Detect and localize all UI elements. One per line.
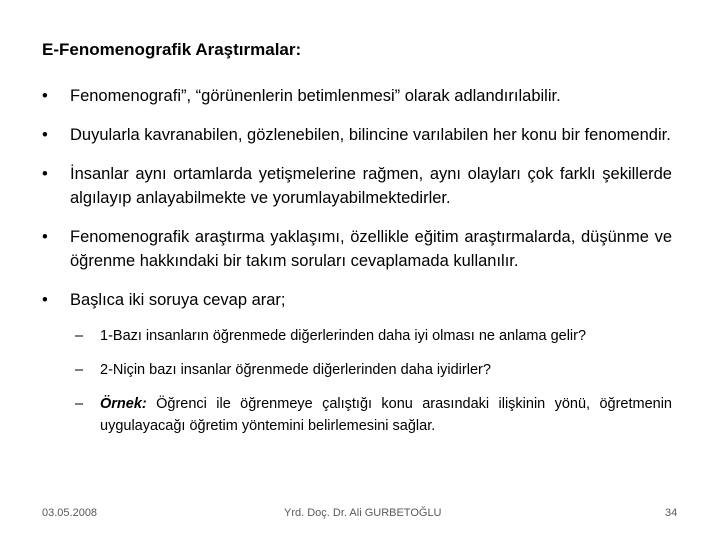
bullet-item xyxy=(42,123,672,147)
footer-date: 03.05.2008 xyxy=(42,507,98,519)
bullet-text: Duyularla kavranabilen, gözlenebilen, bilincine varılabilen her konu bir fenomendir. xyxy=(70,126,671,144)
page-number: 34 xyxy=(665,507,678,519)
bullet-item xyxy=(42,162,672,210)
bullet-text: Başlıca iki soruya cevap arar; xyxy=(70,291,286,309)
slide-title: E-Fenomenografik Araştırmalar: xyxy=(42,40,302,59)
bullet-marker: • xyxy=(42,291,48,309)
sub-list xyxy=(42,325,672,437)
example-text: Öğrenci ile öğrenmeye çalıştığı konu arasındaki ilişkinin yönü, öğretmenin uygulayacağı öğretim yöntemini belirlemesini sağlar. xyxy=(100,396,672,434)
dash-marker: – xyxy=(75,396,84,412)
bullet-item xyxy=(42,225,672,273)
bullet-marker: • xyxy=(42,126,48,144)
sub-item-text: 2-Niçin bazı insanlar öğrenmede diğerlerinden daha iyidirler? xyxy=(100,362,491,378)
example-label: Örnek: xyxy=(100,396,147,412)
dash-marker: – xyxy=(75,328,84,344)
bullet-marker: • xyxy=(42,87,48,105)
footer-author: Yrd. Doç. Dr. Ali GURBETOĞLU xyxy=(284,507,442,519)
example-item xyxy=(42,393,672,437)
dash-marker: – xyxy=(75,362,84,378)
bullet-text: Fenomenografik araştırma yaklaşımı, özellikle eğitim araştırmalarda, düşünme ve öğrenme hakkındaki bir takım soruları cevaplamada kullanılır. xyxy=(70,228,672,270)
bullet-text: Fenomenografi”, “görünenlerin betimlenmesi” olarak adlandırılabilir. xyxy=(70,87,561,105)
bullet-list xyxy=(42,84,672,449)
sub-item xyxy=(42,325,672,347)
sub-item xyxy=(42,359,672,381)
bullet-item xyxy=(42,288,672,312)
bullet-marker: • xyxy=(42,165,48,183)
bullet-text: İnsanlar aynı ortamlarda yetişmelerine rağmen, aynı olayları çok farklı şekillerde algılayıp anlayabilmekte ve yorumlayabilmektedirler. xyxy=(70,165,672,207)
sub-item-text: 1-Bazı insanların öğrenmede diğerlerinden daha iyi olması ne anlama gelir? xyxy=(100,328,587,344)
bullet-marker: • xyxy=(42,228,48,246)
bullet-item xyxy=(42,84,672,108)
